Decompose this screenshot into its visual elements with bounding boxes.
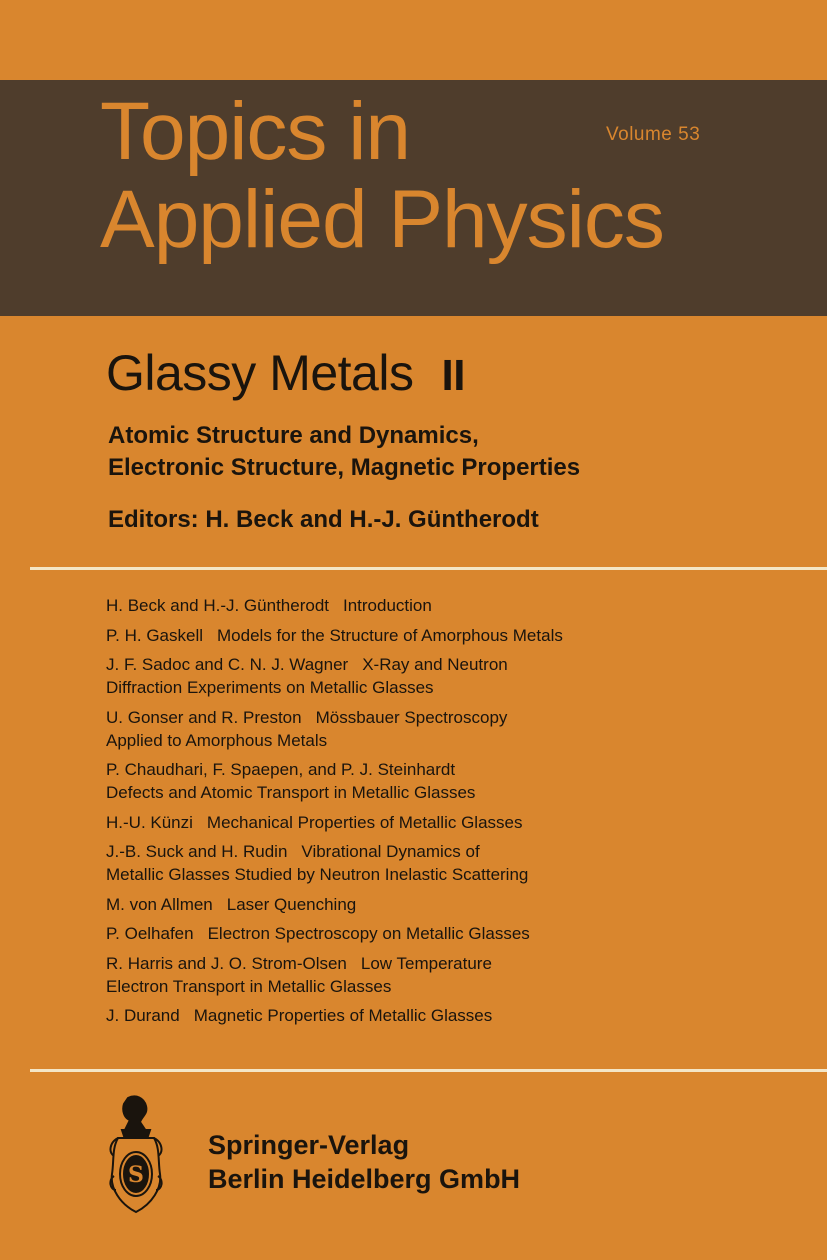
chapter-author: U. Gonser and R. Preston [106,707,302,727]
book-subtitle [108,420,580,484]
svg-text:S: S [128,1162,144,1188]
book-title-text: Glassy Metals [106,345,414,401]
publisher-line1: Springer-Verlag [208,1130,410,1160]
chapter-author: H. Beck and H.-J. Güntherodt [106,596,329,615]
chapter-author: J.-B. Suck and H. Rudin [106,842,288,861]
volume-number: Volume 53 [606,124,701,145]
list-item [106,706,806,752]
list-item [106,840,806,886]
chapter-title-cont: Applied to Amorphous Metals [106,730,328,750]
list-item [106,811,806,834]
chapter-title: Low Temperature [360,953,492,973]
chapter-title: Introduction [343,596,432,615]
chapter-title: X-Ray and Neutron [362,655,508,674]
chapter-title: Mössbauer Spectroscopy [315,707,508,727]
chapter-author: M. von Allmen [106,894,213,914]
contents-list [106,594,806,1034]
chapter-author: R. Harris and J. O. Strom-Olsen [106,953,347,973]
chapter-title: Laser Quenching [226,894,357,914]
chapter-author: J. F. Sadoc and C. N. J. Wagner [106,655,349,674]
list-item [106,952,806,998]
chapter-author: P. Chaudhari, F. Spaepen, and P. J. Steinhardt [106,760,456,779]
chapter-title: Models for the Structure of Amorphous Metals [217,625,563,645]
chapter-author: H.-U. Künzi [106,812,193,832]
divider-top [30,567,827,570]
editors: Editors: H. Beck and H.-J. Güntherodt [108,506,539,533]
book-title [106,338,465,411]
series-title-line2: Applied Physics [100,174,664,265]
book-volume-roman: II [441,351,465,400]
chapter-title-cont: Diffraction Experiments on Metallic Glasses [106,678,434,697]
subtitle-line2: Electronic Structure, Magnetic Properties [108,454,581,481]
chapter-title: Mechanical Properties of Metallic Glasses [206,812,523,832]
chapter-title: Electron Spectroscopy on Metallic Glasses [207,924,530,943]
chapter-title: Vibrational Dynamics of [301,842,480,861]
publisher-line2: Berlin Heidelberg GmbH [208,1164,521,1194]
list-item [106,922,806,945]
chapter-author: P. Oelhafen [106,924,194,943]
list-item [106,653,806,699]
chapter-author: J. Durand [106,1006,180,1025]
chapter-author: P. H. Gaskell [106,625,204,645]
chapter-title-cont: Metallic Glasses Studied by Neutron Inelastic Scattering [106,865,529,884]
list-item [106,594,806,617]
list-item [106,758,806,804]
chapter-title: Magnetic Properties of Metallic Glasses [193,1006,493,1025]
list-item [106,624,806,647]
list-item [106,893,806,916]
list-item [106,1004,806,1027]
divider-bottom [30,1069,827,1072]
series-title [100,88,664,264]
subtitle-line1: Atomic Structure and Dynamics, [108,422,479,449]
publisher [208,1128,520,1196]
chapter-title-cont: Defects and Atomic Transport in Metallic Glasses [106,783,476,802]
chapter-title-cont: Electron Transport in Metallic Glasses [106,976,392,996]
series-title-line1: Topics in [100,86,411,177]
springer-knight-icon [106,1094,166,1218]
